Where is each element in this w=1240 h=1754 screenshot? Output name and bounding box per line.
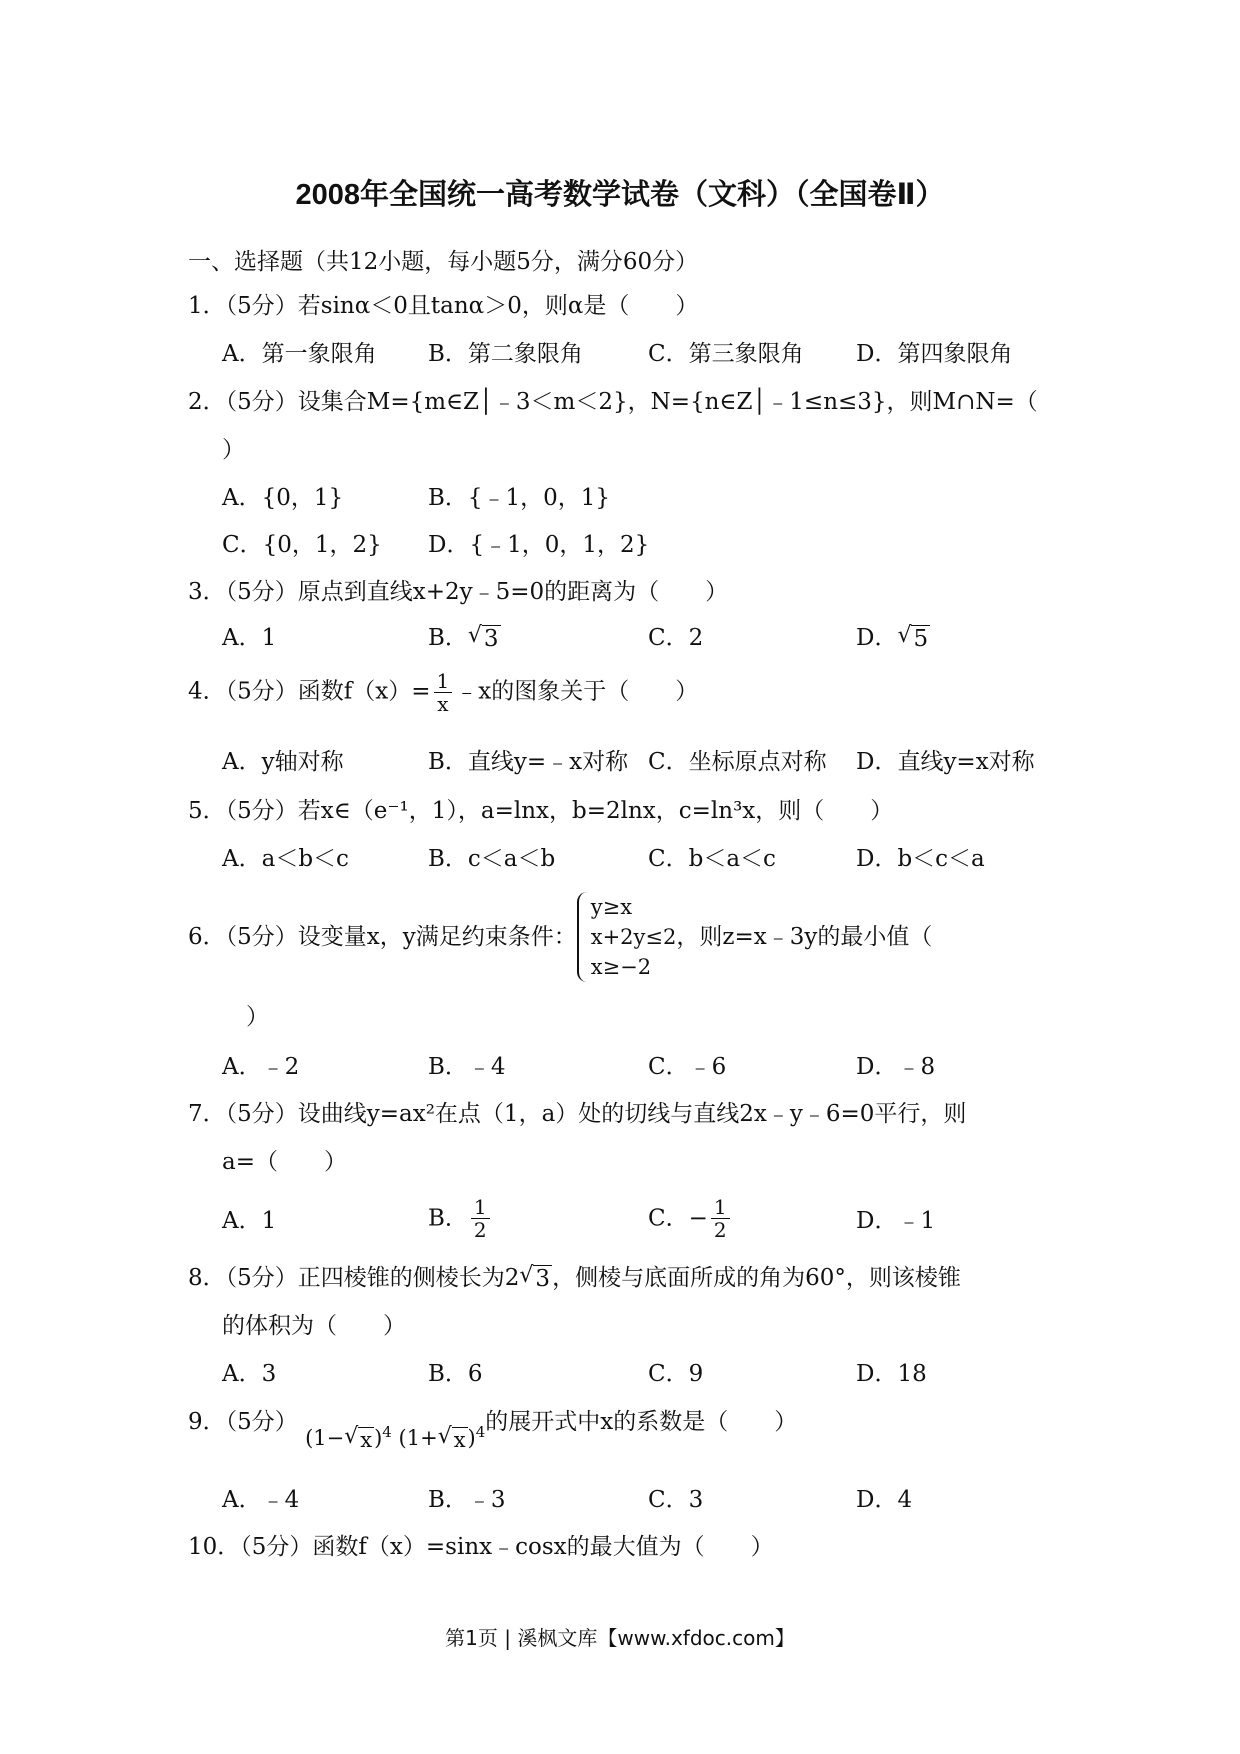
q5-option-b: B．c＜a＜b (428, 846, 556, 872)
q2-option-d: D．{﹣1，0，1，2} (428, 532, 650, 558)
q9-option-a: A．﹣4 (222, 1487, 300, 1513)
question-4: 4．（5分）函数f（x）= $\frac{1}{x}$ ﹣x的图象关于（ ） (188, 669, 699, 716)
q8-option-b: B．6 (428, 1361, 483, 1387)
q4-option-b: B．直线y=﹣x对称 (428, 749, 629, 775)
q2-option-b: B．{﹣1，0，1} (428, 485, 611, 511)
q3-option-d (856, 622, 930, 655)
fraction: $\frac{1}{x}$ (434, 670, 453, 715)
q8-option-a: A．3 (222, 1361, 277, 1387)
question-6-cont: ） (246, 1004, 269, 1030)
q2-option-c: C．{0，1，2} (222, 532, 382, 558)
question-6: 6．（5分）设变量x，y满足约束条件： y≥x x+2y≤2 x≥−2 ，则z=x﹣3y的最小值（ (188, 892, 932, 982)
q7-option-c: C．− $\frac{1}{2}$ (648, 1196, 733, 1241)
q3-option-a: A．1 (222, 625, 277, 651)
q1-option-d: D．第四象限角 (856, 341, 1013, 367)
q9-option-c: C．3 (648, 1487, 704, 1513)
q3-option-b (428, 622, 501, 655)
q1-option-b: B．第二象限角 (428, 341, 583, 367)
question-10: 10．（5分）函数f（x）=sinx﹣cosx的最大值为（ ） (188, 1534, 774, 1560)
question-9: 9．（5分） (1− √ x)$^4$ (1+ √ x)$^4$的展开式中x的系数是（ ） (188, 1406, 797, 1456)
sqrt-expression: √ 5 (897, 623, 929, 652)
q9-option-d: D．4 (856, 1487, 913, 1513)
question-5: 5．（5分）若x∈（e⁻¹，1），a=lnx，b=2lnx，c=ln³x，则（ ） (188, 798, 894, 824)
q8-option-c: C．9 (648, 1361, 704, 1387)
fraction: $\frac{1}{2}$ (711, 1196, 730, 1241)
fraction: $\frac{1}{2}$ (471, 1196, 490, 1241)
page-title: 2008年全国统一高考数学试卷（文科）（全国卷Ⅱ） (295, 179, 945, 211)
q3-option-b-label: B． (428, 625, 468, 651)
question-7: 7．（5分）设曲线y=ax²在点（1，a）处的切线与直线2x﹣y﹣6=0平行，则 (188, 1101, 967, 1127)
question-2: 2．（5分）设集合M={m∈Z│﹣3＜m＜2}，N={n∈Z│﹣1≤n≤3}，则M∩N=（ (188, 389, 1038, 415)
question-3: 3．（5分）原点到直线x+2y﹣5=0的距离为（ ） (188, 579, 729, 605)
sqrt-expression: √ 3 (519, 1263, 551, 1292)
q2-option-a: A．{0，1} (222, 485, 344, 511)
question-1: 1．（5分）若sinα＜0且tanα＞0，则α是（ ） (188, 293, 699, 319)
q3-option-c: C．2 (648, 625, 704, 651)
q7-option-d: D．﹣1 (856, 1208, 936, 1234)
question-8-cont: 的体积为（ ） (222, 1313, 406, 1339)
q3-option-d-label: D． (856, 625, 898, 651)
q6-option-d: D．﹣8 (856, 1054, 936, 1080)
page-footer: 第1页 | 溪枫文库【www.xfdoc.com】 (445, 1626, 795, 1650)
q4-option-c: C．坐标原点对称 (648, 749, 827, 775)
q5-option-c: C．b＜a＜c (648, 846, 776, 872)
q7-option-b: B． $\frac{1}{2}$ (428, 1196, 493, 1241)
q4-option-d: D．直线y=x对称 (856, 749, 1035, 775)
sqrt-expression: √ 3 (467, 623, 499, 652)
constraint-system: y≥x x+2y≤2 x≥−2 (577, 892, 677, 982)
q1-option-a: A．第一象限角 (222, 341, 377, 367)
q5-option-d: D．b＜c＜a (856, 846, 985, 872)
binomial-expression: (1− √ x)$^4$ (1+ √ x)$^4$ (305, 1423, 486, 1452)
question-8: 8．（5分）正四棱锥的侧棱长为2 √ 3，侧棱与底面所成的角为60°，则该棱锥 (188, 1262, 961, 1295)
question-7-cont: a=（ ） (222, 1149, 347, 1175)
section-heading: 一、选择题（共12小题，每小题5分，满分60分） (188, 249, 699, 275)
q8-option-d: D．18 (856, 1361, 927, 1387)
q6-option-a: A．﹣2 (222, 1054, 300, 1080)
q1-option-c: C．第三象限角 (648, 341, 804, 367)
q7-option-a: A．1 (222, 1208, 277, 1234)
question-2-cont: ） (222, 437, 245, 463)
q6-option-c: C．﹣6 (648, 1054, 727, 1080)
q6-option-b: B．﹣4 (428, 1054, 506, 1080)
q4-option-a: A．y轴对称 (222, 749, 344, 775)
q5-option-a: A．a＜b＜c (222, 846, 349, 872)
q9-option-b: B．﹣3 (428, 1487, 506, 1513)
